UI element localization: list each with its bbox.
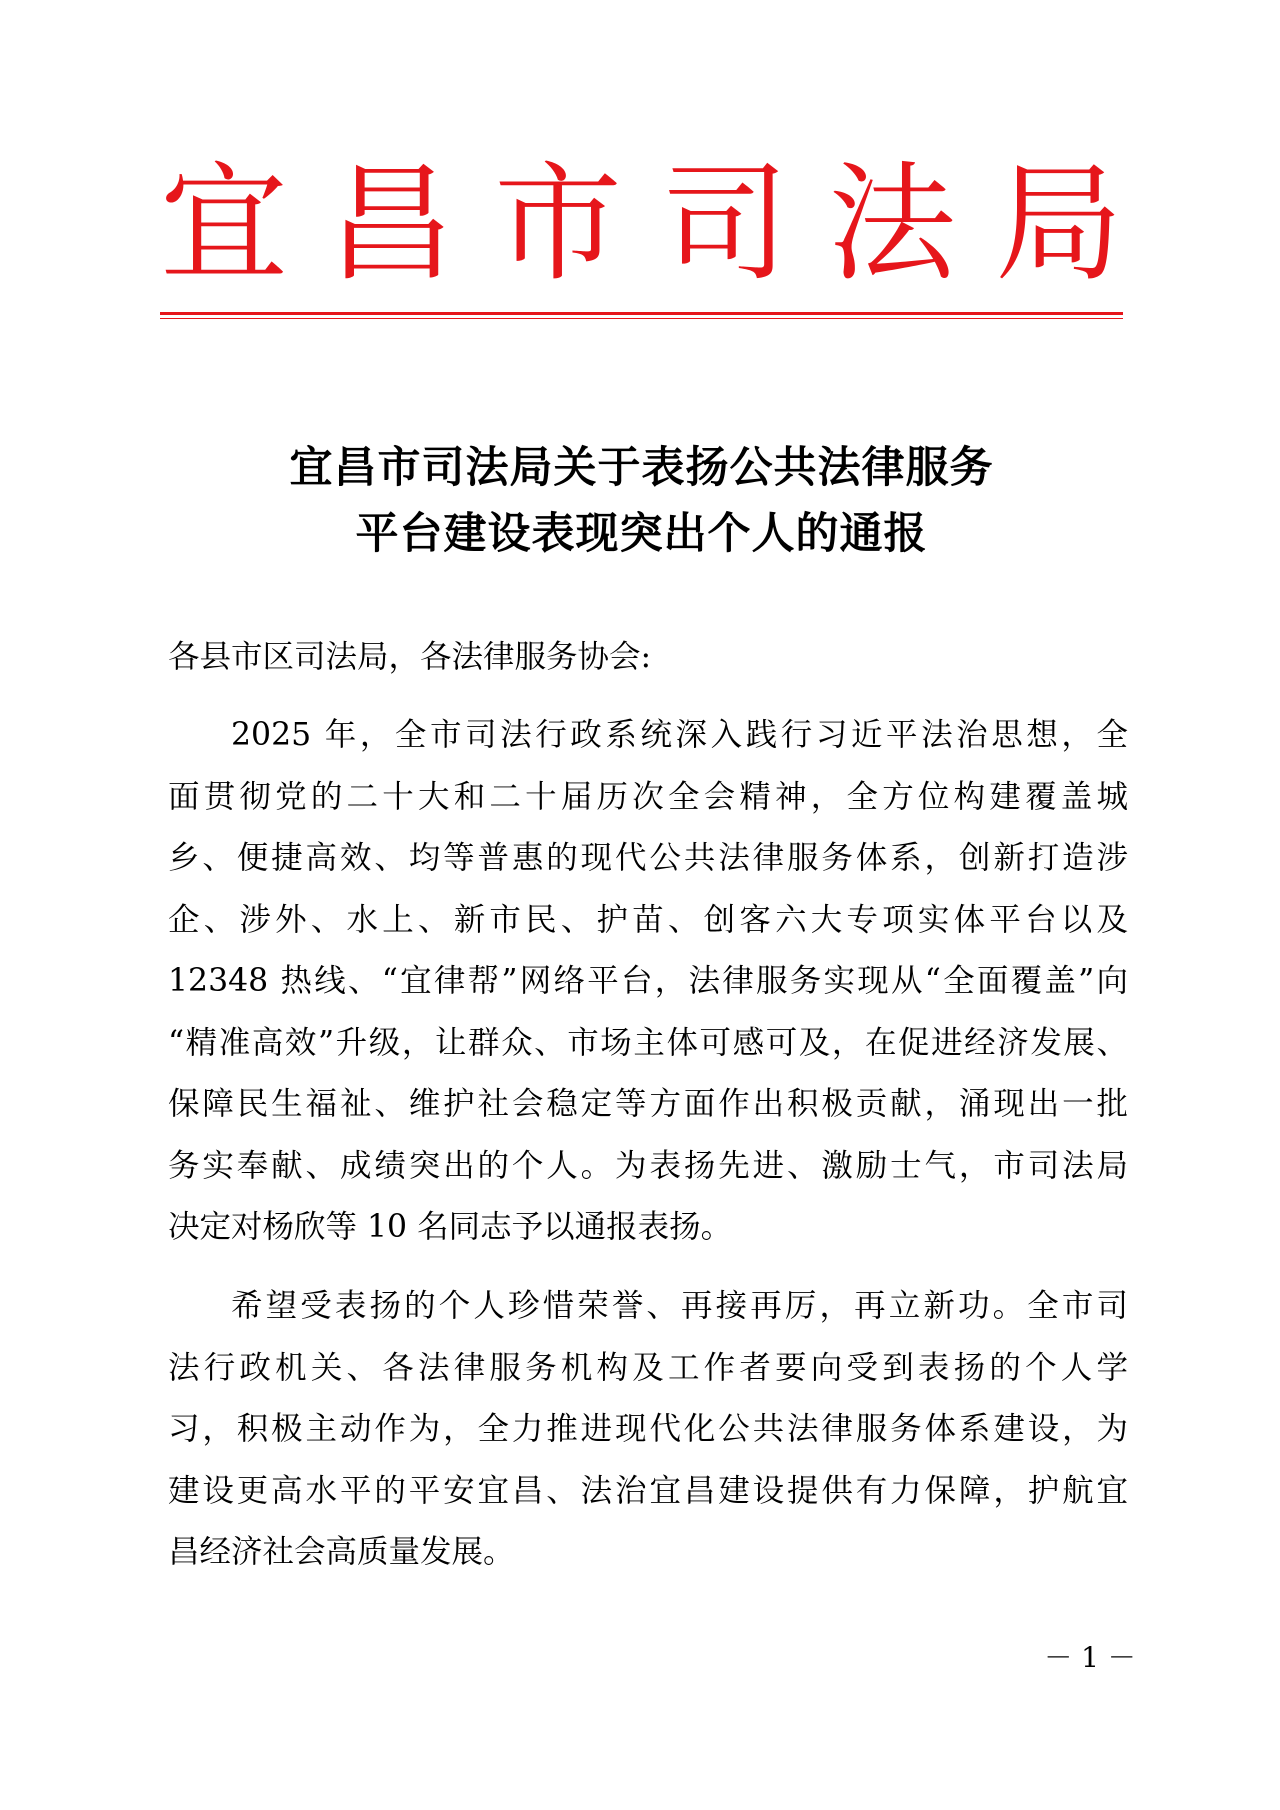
document-title-line: 平台建设表现突出个人的通报 bbox=[355, 509, 928, 559]
paragraph-line: 昌经济社会高质量发展。 bbox=[168, 1534, 515, 1570]
document-title-line: 宜昌市司法局关于表扬公共法律服务 bbox=[289, 443, 994, 493]
masthead-divider-thin bbox=[160, 318, 1123, 319]
masthead-char: 法 bbox=[828, 150, 957, 299]
paragraph-line: 乡、便捷高效、均等普惠的现代公共法律服务体系，创新打造涉 bbox=[168, 840, 1128, 876]
masthead-char: 市 bbox=[494, 150, 623, 299]
paragraph-line: “精准高效”升级，让群众、市场主体可感可及，在促进经济发展、 bbox=[168, 1024, 1128, 1061]
paragraph-line: 希望受表扬的个人珍惜荣誉、再接再厉，再立新功。全市司 bbox=[231, 1288, 1128, 1324]
paragraph-line: 企、涉外、水上、新市民、护苗、创客六大专项实体平台以及 bbox=[168, 901, 1128, 938]
masthead-char: 宜 bbox=[160, 150, 289, 299]
paragraph-2 bbox=[168, 1276, 1128, 1584]
masthead-char: 司 bbox=[661, 150, 790, 299]
paragraph-line: 保障民生福祉、维护社会稳定等方面作出积极贡献，涌现出一批 bbox=[168, 1086, 1128, 1122]
salutation: 各县市区司法局，各法律服务协会: bbox=[168, 639, 652, 675]
paragraph-line: 务实奉献、成绩突出的个人。为表扬先进、激励士气，市司法局 bbox=[168, 1147, 1128, 1184]
paragraph-line: 决定对杨欣等 10 名同志予以通报表扬。 bbox=[168, 1209, 733, 1245]
paragraph-line: 面贯彻党的二十大和二十届历次全会精神，全方位构建覆盖城 bbox=[168, 778, 1128, 815]
masthead-divider-thick bbox=[160, 312, 1123, 315]
paragraph-line: 12348 热线、“宜律帮”网络平台，法律服务实现从“全面覆盖”向 bbox=[168, 963, 1128, 999]
paragraph-line: 法行政机关、各法律服务机构及工作者要向受到表扬的个人学 bbox=[168, 1349, 1128, 1386]
document-title bbox=[160, 435, 1123, 567]
paragraph-1 bbox=[168, 705, 1128, 1259]
paragraph-line: 2025 年，全市司法行政系统深入践行习近平法治思想，全 bbox=[231, 717, 1128, 753]
masthead-char: 昌 bbox=[327, 150, 456, 299]
masthead-char: 局 bbox=[995, 150, 1124, 299]
page-number: － 1 － bbox=[1044, 1641, 1136, 1674]
paragraph-line: 习，积极主动作为，全力推进现代化公共法律服务体系建设，为 bbox=[168, 1411, 1128, 1447]
masthead-title bbox=[160, 150, 1123, 300]
paragraph-line: 建设更高水平的平安宜昌、法治宜昌建设提供有力保障，护航宜 bbox=[168, 1472, 1128, 1509]
